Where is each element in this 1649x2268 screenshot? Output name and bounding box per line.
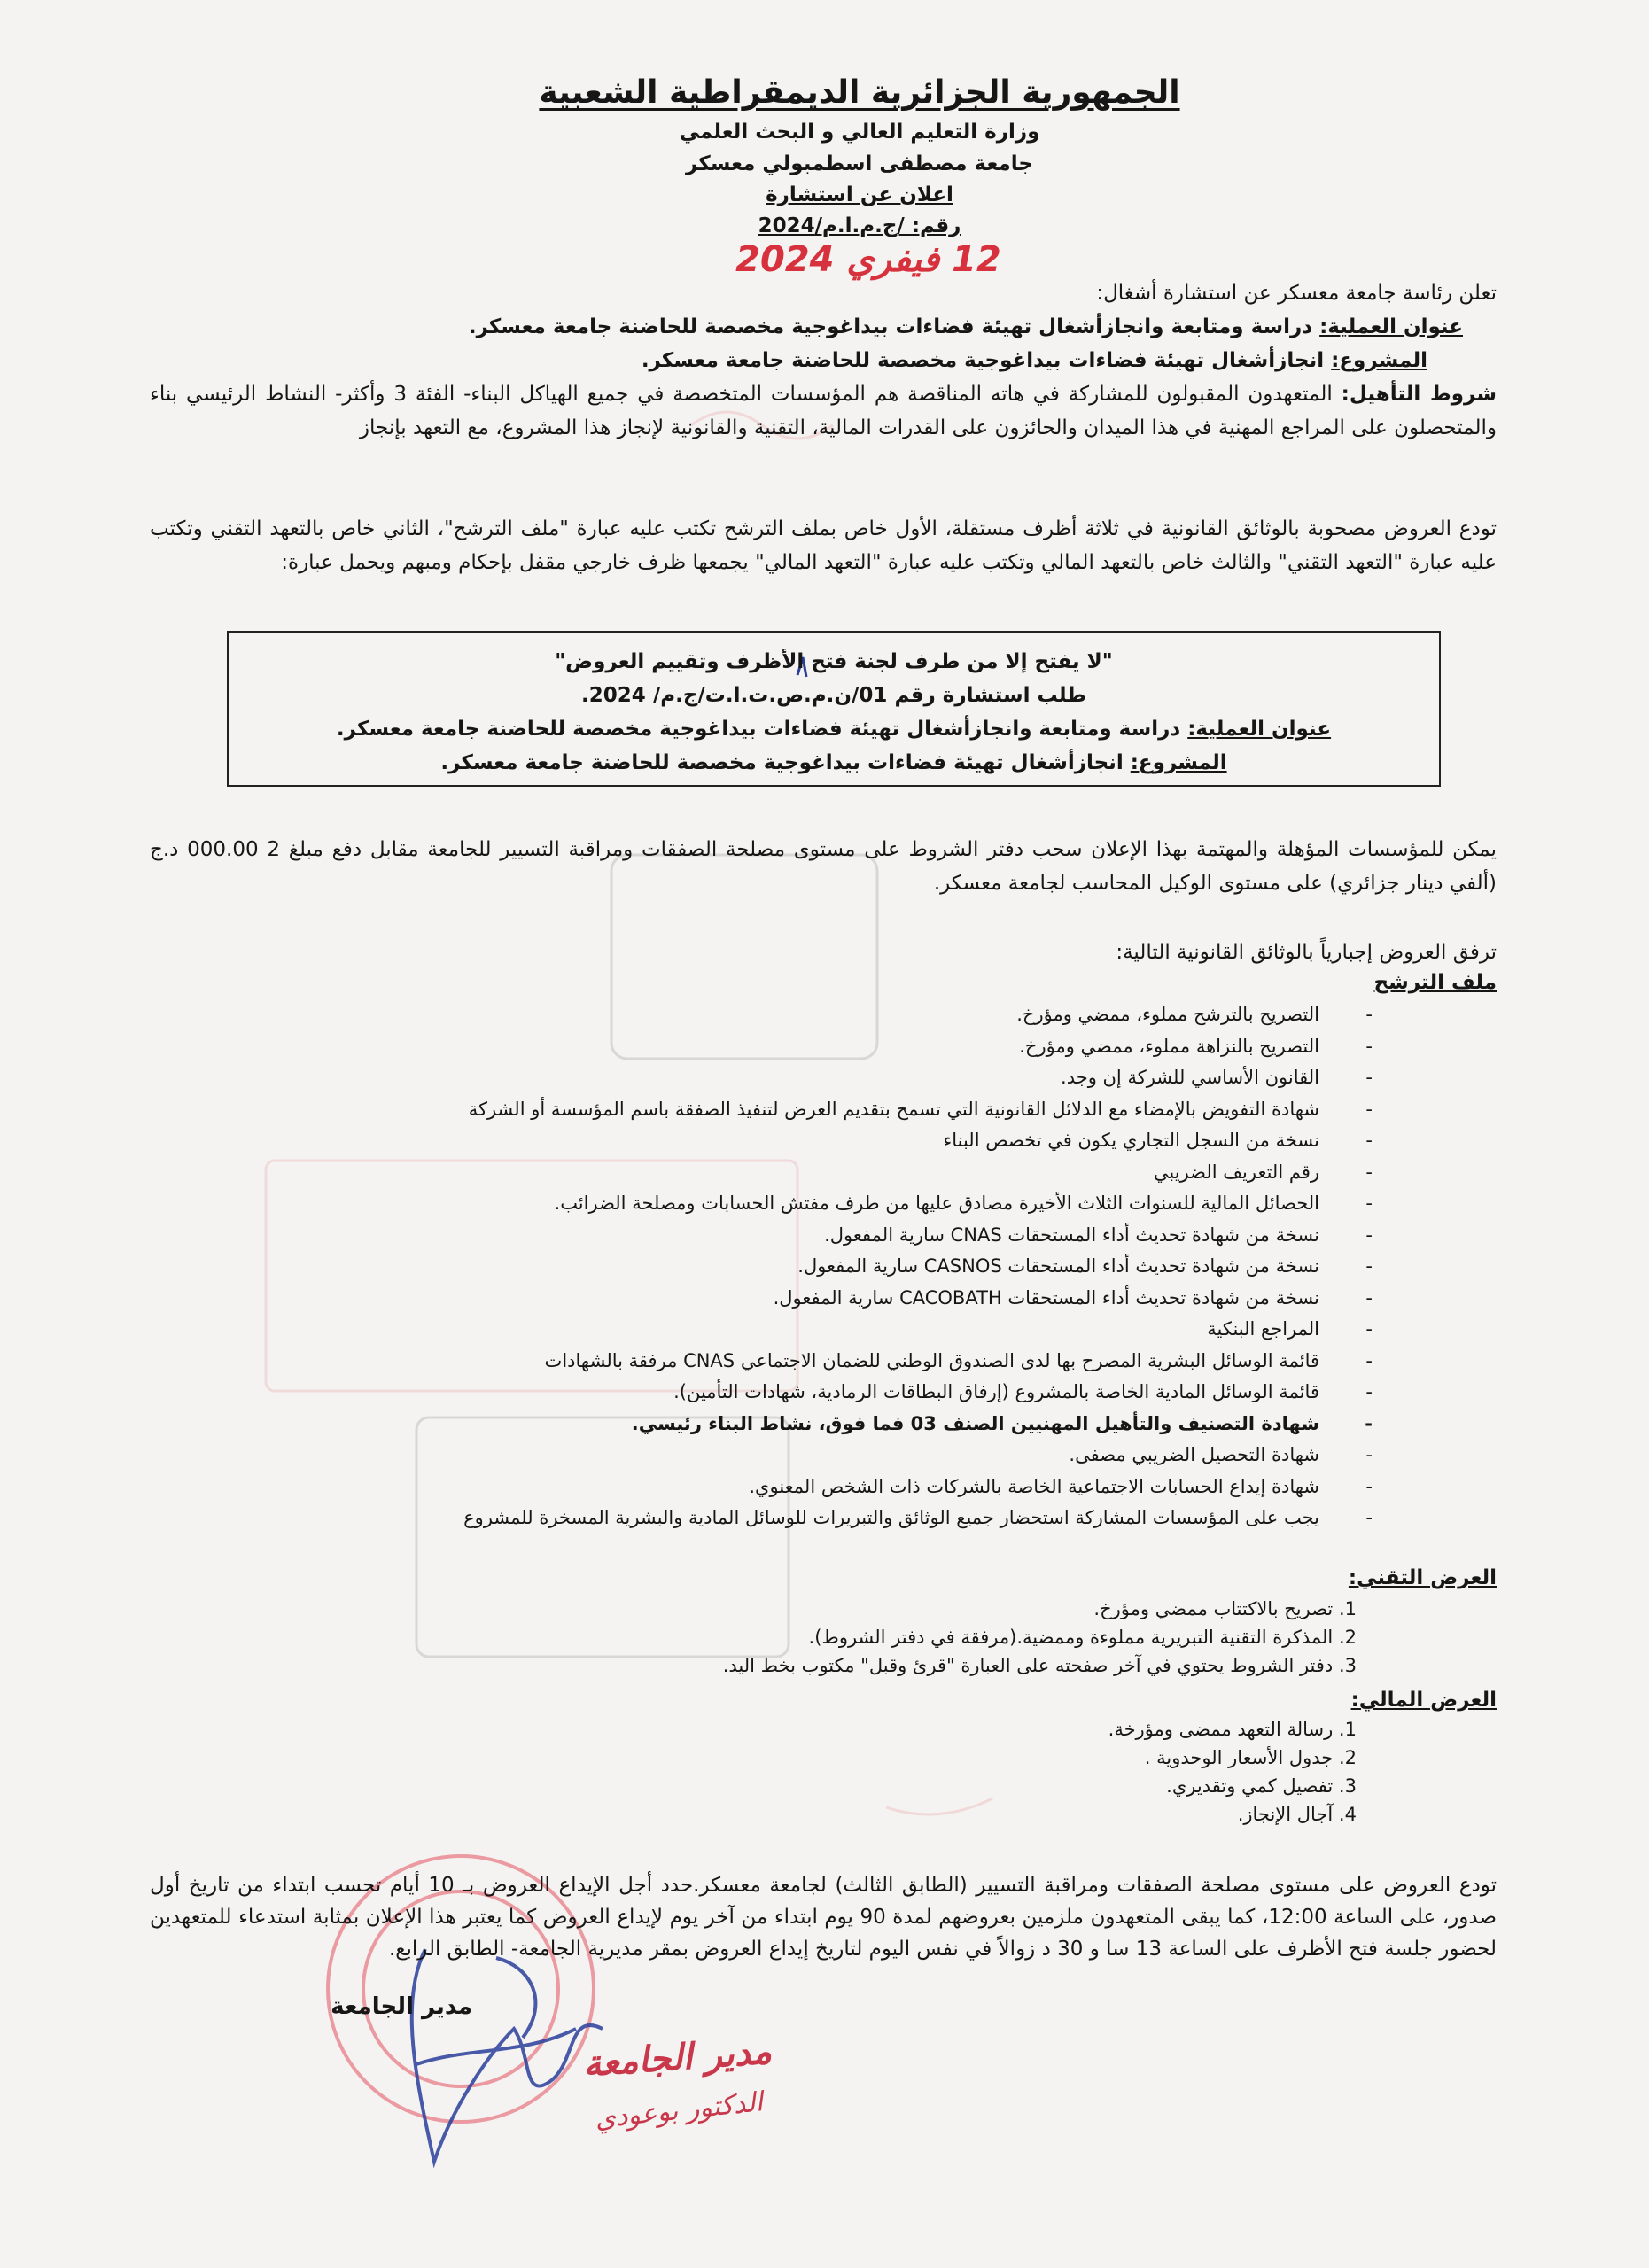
- financial-offer-item: 3. تفصيل كمي وتقديري.: [1166, 1775, 1357, 1797]
- financial-offer-list: [648, 1715, 1357, 1829]
- candidacy-list-item: - القانون الأساسي للشركة إن وجد.: [194, 1062, 1373, 1094]
- republic-title: الجمهورية الجزائرية الديمقراطية الشعبية: [539, 74, 1180, 111]
- financial-offer-item: 2. جدول الأسعار الوحدوية .: [1144, 1747, 1357, 1768]
- candidacy-list-item: - يجب على المؤسسات المشاركة استحضار جميع الوثائق والتبريرات للوسائل المادية والبشرية المسخرة للمشروع: [194, 1503, 1373, 1534]
- eligibility-label: شروط التأهيل:: [1341, 383, 1497, 406]
- docs-intro: ترفق العروض إجبارياً بالوثائق القانونية التالية:: [1116, 941, 1497, 964]
- candidacy-list-item: - الحصائل المالية للسنوات الثلاث الأخيرة مصادق عليها من طرف مفتش الحسابات ومصلحة الضرائب.: [194, 1188, 1373, 1220]
- envelope-operation-label: عنوان العملية:: [1187, 718, 1332, 741]
- envelope-line-2: طلب استشارة رقم 01/ن.م.ص.ت.ا.ت/ج.م/ 2024.: [581, 684, 1086, 707]
- candidacy-list-item: - شهادة التحصيل الضريبي مصفى.: [194, 1440, 1373, 1472]
- envelope-line-1: "لا يفتح إلا من طرف لجنة فتح الأظرف وتقييم العروض": [555, 650, 1113, 673]
- envelope-operation-text: دراسة ومتابعة وانجازأشغال تهيئة فضاءات بيداغوجية مخصصة للحاضنة جامعة معسكر.: [336, 718, 1188, 741]
- withdraw-paragraph: يمكن للمؤسسات المؤهلة والمهتمة بهذا الإعلان سحب دفتر الشروط على مستوى مصلحة الصفقات ومراقبة التسيير للجامعة مقابل دفع مبلغ 2 000.00 د.ج (ألفي دينار جزائري) على مستوى الوكيل المحاسب لجامعة معسكر.: [150, 838, 1497, 895]
- date-stamp: 12 فيفري 2024: [735, 239, 1001, 280]
- operation-text: دراسة ومتابعة وانجازأشغال تهيئة فضاءات بيداغوجية مخصصة للحاضنة جامعة معسكر.: [468, 315, 1320, 338]
- deposit-paragraph: تودع العروض مصحوبة بالوثائق القانونية في ثلاثة أظرف مستقلة، الأول خاص بملف الترشح تكتب عليه عبارة "ملف الترشح"، الثاني خاص بالتعهد التقني وتكتب عليه عبارة "التعهد التقني" والثالث خاص بالتعهد المالي وتكتب عليه عبارة "التعهد المالي" يجمعها ظرف خارجي مقفل بإحكام ومبهم ويحمل عبارة:: [150, 517, 1497, 574]
- project-text: انجازأشغال تهيئة فضاءات بيداغوجية مخصصة للحاضنة جامعة معسكر.: [641, 349, 1332, 372]
- envelope-line-4: [229, 746, 1439, 780]
- candidacy-list-item: - التصريح بالنزاهة مملوء، ممضي ومؤرخ.: [194, 1031, 1373, 1063]
- university-name: جامعة مصطفى اسطمبولي معسكر: [686, 152, 1033, 175]
- project-line: [152, 344, 1427, 377]
- candidacy-list-item: - شهادة إيداع الحسابات الاجتماعية الخاصة بالشركات ذات الشخص المعنوي.: [194, 1472, 1373, 1503]
- technical-offer-item: 3. دفتر الشروط يحتوي في آخر صفحته على العبارة "قرئ وقبل" مكتوب بخط اليد.: [722, 1655, 1357, 1676]
- envelope-line-3: [229, 712, 1439, 746]
- technical-offer-list: [293, 1595, 1357, 1680]
- stamp-director-name: الدكتور بوعودي: [593, 2086, 765, 2135]
- operation-line: [152, 310, 1463, 344]
- candidacy-file-list: [194, 999, 1373, 1534]
- technical-offer-item: 1. تصريح بالاكتتاب ممضي ومؤرخ.: [1093, 1598, 1357, 1619]
- candidacy-file-title: ملف الترشح: [1373, 971, 1497, 994]
- envelope-inscription-box: [227, 631, 1441, 787]
- financial-offer-title: العرض المالي:: [1350, 1689, 1497, 1712]
- operation-label: عنوان العملية:: [1319, 315, 1463, 338]
- closing-paragraph: تودع العروض على مستوى مصلحة الصفقات ومراقبة التسيير (الطابق الثالث) لجامعة معسكر.حدد أجل الإيداع العروض بـ 10 أيام تحسب ابتداء من تاريخ أول صدور، على الساعة 12:00، كما يبقى المتعهدون ملزمين بعروضهم لمدة 90 يوم ابتداء من آخر يوم لإيداع العروض كما يعتبر هذا الإعلان بمثابة استدعاء للمتعهدين لحضور جلسة فتح الأظرف على الساعة 13 سا و 30 د زوالاً في نفس اليوم لتاريخ إيداع العروض بمقر مديرية الجامعة- الطابق الرابع.: [150, 1874, 1497, 1961]
- candidacy-list-item: - شهادة التصنيف والتأهيل المهنيين الصنف 03 فما فوق، نشاط البناء رئيسي.: [194, 1409, 1373, 1441]
- notice-title: اعلان عن استشارة: [766, 183, 953, 206]
- intro-line: تعلن رئاسة جامعة معسكر عن استشارة أشغال:: [1096, 282, 1497, 305]
- ministry-name: وزارة التعليم العالي و البحث العلمي: [679, 120, 1040, 144]
- signature-title: مدير الجامعة: [331, 1993, 472, 2020]
- candidacy-list-item: - قائمة الوسائل البشرية المصرح بها لدى الصندوق الوطني للضمان الاجتماعي CNAS مرفقة بالشهادات: [194, 1346, 1373, 1378]
- candidacy-list-item: - رقم التعريف الضريبي: [194, 1157, 1373, 1189]
- project-label: المشروع:: [1331, 349, 1427, 372]
- candidacy-list-item: - قائمة الوسائل المادية الخاصة بالمشروع (إرفاق البطاقات الرمادية، شهادات التأمين).: [194, 1377, 1373, 1409]
- envelope-project-label: المشروع:: [1130, 751, 1227, 774]
- candidacy-list-item: - المراجع البنكية: [194, 1314, 1373, 1346]
- candidacy-list-item: - نسخة من شهادة تحديث أداء المستحقات CASNOS سارية المفعول.: [194, 1251, 1373, 1283]
- technical-offer-item: 2. المذكرة التقنية التبريرية مملوءة وممضية.(مرفقة في دفتر الشروط).: [808, 1627, 1357, 1648]
- candidacy-list-item: - شهادة التفويض بالإمضاء مع الدلائل القانونية التي تسمح بتقديم العرض لتنفيذ الصفقة باسم المؤسسة أو الشركة: [194, 1094, 1373, 1126]
- eligibility-paragraph: [150, 377, 1497, 445]
- reference-number: رقم: /ج.م.ا.م/2024: [758, 214, 961, 237]
- financial-offer-item: 1. رسالة التعهد ممضى ومؤرخة.: [1108, 1719, 1357, 1740]
- envelope-project-text: انجازأشغال تهيئة فضاءات بيداغوجية مخصصة للحاضنة جامعة معسكر.: [440, 751, 1131, 774]
- candidacy-list-item: - نسخة من السجل التجاري يكون في تخصص البناء: [194, 1125, 1373, 1157]
- candidacy-list-item: - نسخة من شهادة تحديث أداء المستحقات CACOBATH سارية المفعول.: [194, 1283, 1373, 1315]
- technical-offer-title: العرض التقني:: [1348, 1566, 1497, 1589]
- eligibility-text: المتعهدون المقبولون للمشاركة في هاته المناقصة هم المؤسسات المتخصصة في جميع الهياكل البناء- الفئة 3 وأكثر- النشاط الرئيسي بناء والمتحصلون على المراجع المهنية في هذا الميدان والحائزون على القدرات المالية، التقنية والقانونية لإنجاز هذا المشروع، مع التعهد بإنجاز: [150, 383, 1497, 439]
- stamp-director-title: مدير الجامعة: [581, 2031, 774, 2085]
- candidacy-list-item: - نسخة من شهادة تحديث أداء المستحقات CNAS سارية المفعول.: [194, 1220, 1373, 1252]
- candidacy-list-item: - التصريح بالترشح مملوء، ممضي ومؤرخ.: [194, 999, 1373, 1031]
- financial-offer-item: 4. آجال الإنجاز.: [1237, 1804, 1357, 1825]
